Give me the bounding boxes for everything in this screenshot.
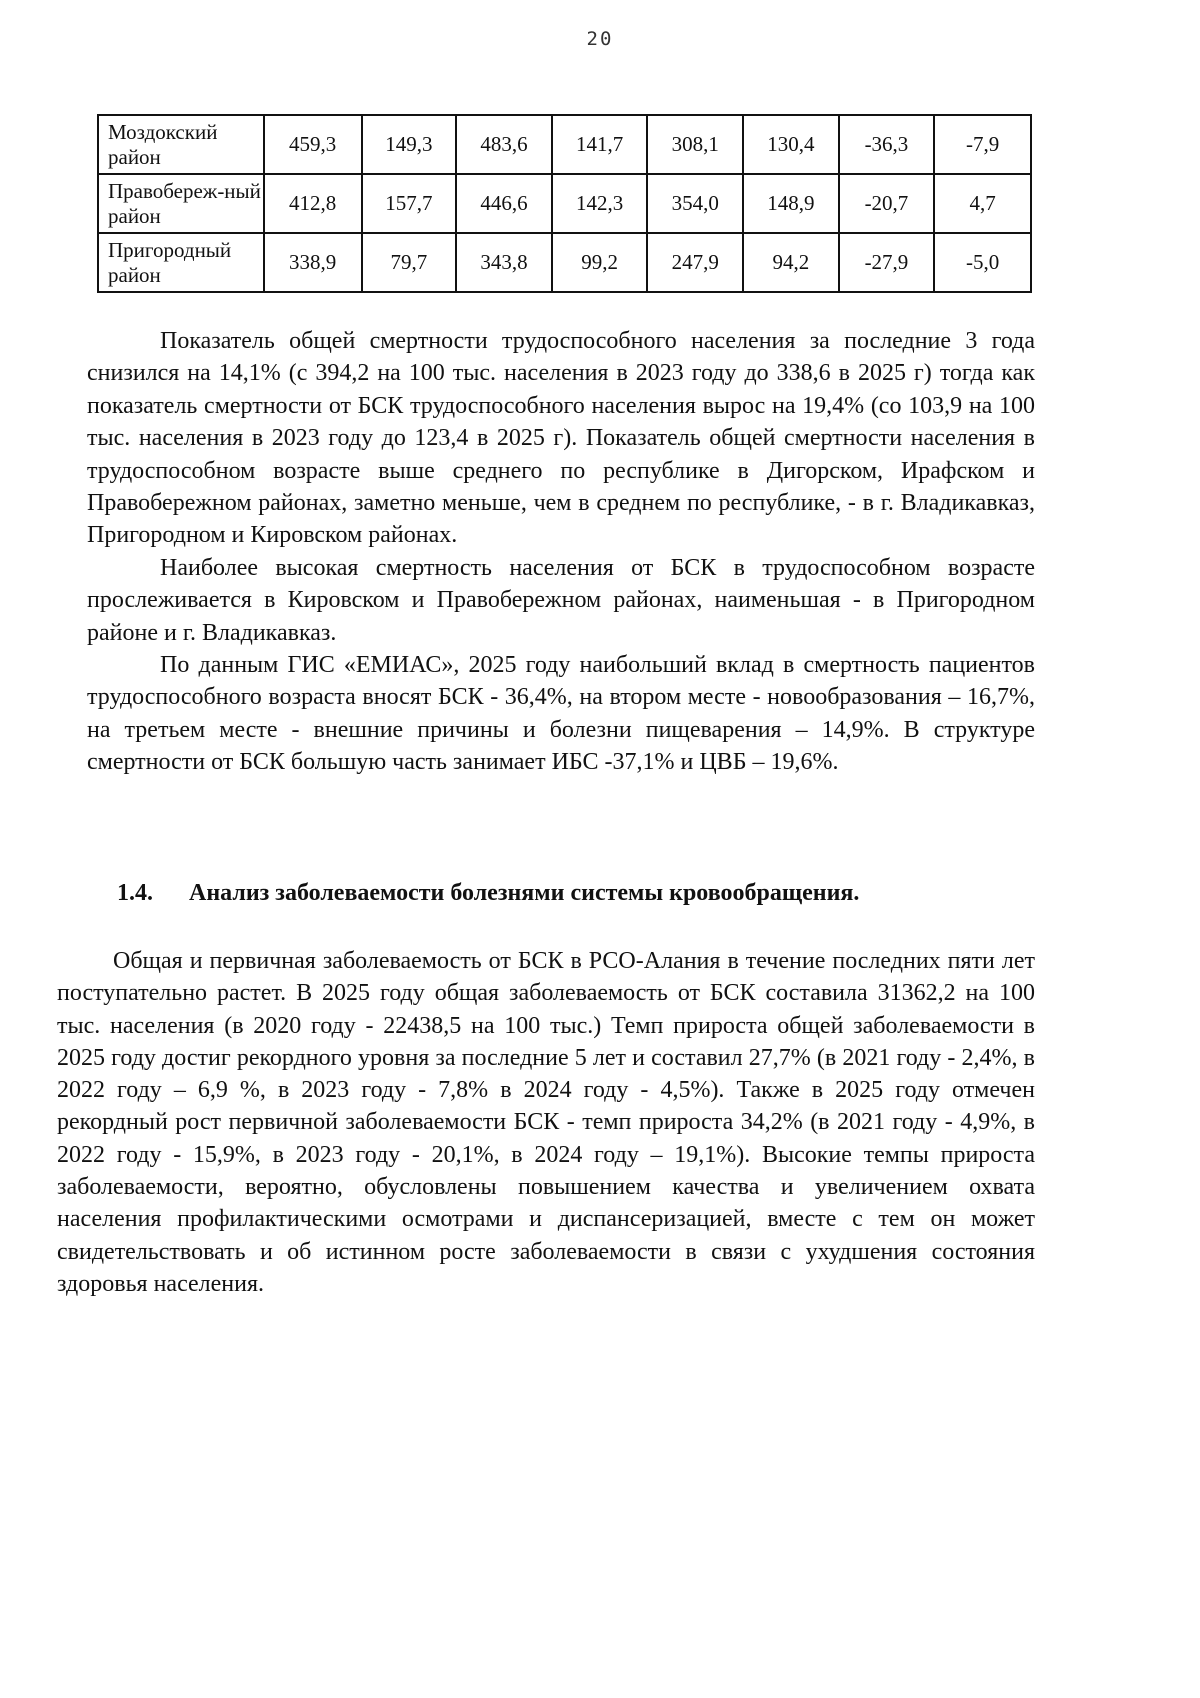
value-cell: 343,8 bbox=[456, 233, 552, 292]
paragraph: Общая и первичная заболеваемость от БСК в РСО-Алания в течение последних пяти лет поступательно растет. В 2025 году общая заболеваемость от БСК составила 31362,2 на 100 тыс. населения (в 2020 году - 22438,5 на 100 тыс.) Темп прироста общей заболеваемости в 2025 году достиг рекордного уровня за последние 5 лет и составил 27,7% (в 2021 году - 2,4%, в 2022 году – 6,9 %, в 2023 году - 7,8% в 2024 году - 4,5%). Также в 2025 году отмечен рекордный рост первичной заболеваемости БСК - темп прироста 34,2% (в 2021 году - 4,9%, в 2022 году - 15,9%, в 2023 году - 20,1%, в 2024 году – 19,1%). Высокие темпы прироста заболеваемости, вероятно, обусловлены повышением качества и увеличением охвата населения профилактическими осмотрами и диспансеризацией, вместе с тем он может свидетельствовать и об истинном росте заболеваемости в связи с ухудшения состояния здоровья населения. bbox=[57, 948, 1035, 1297]
value-cell: 4,7 bbox=[934, 174, 1031, 233]
page-number: 20 bbox=[586, 28, 614, 50]
value-cell: 79,7 bbox=[362, 233, 457, 292]
value-cell: -7,9 bbox=[934, 115, 1031, 174]
value-cell: 94,2 bbox=[743, 233, 839, 292]
value-cell: 149,3 bbox=[362, 115, 457, 174]
value-cell: 338,9 bbox=[264, 233, 362, 292]
mortality-table bbox=[97, 114, 1032, 293]
district-name-cell: Правобереж-ный район bbox=[98, 174, 264, 233]
value-cell: -27,9 bbox=[839, 233, 935, 292]
value-cell: 483,6 bbox=[456, 115, 552, 174]
district-name-cell: Пригородный район bbox=[98, 233, 264, 292]
value-cell: 130,4 bbox=[743, 115, 839, 174]
value-cell: 247,9 bbox=[647, 233, 743, 292]
value-cell: -36,3 bbox=[839, 115, 935, 174]
value-cell: 99,2 bbox=[552, 233, 648, 292]
value-cell: 148,9 bbox=[743, 174, 839, 233]
table-row bbox=[98, 115, 1031, 174]
section-number: 1.4. bbox=[117, 880, 153, 906]
value-cell: 308,1 bbox=[647, 115, 743, 174]
paragraph: По данным ГИС «ЕМИАС», 2025 году наибольший вклад в смертность пациентов трудоспособного возраста вносят БСК - 36,4%, на втором месте - новообразования – 16,7%, на третьем месте - внешние причины и болезни пищеварения – 14,9%. В структуре смертности от БСК большую часть занимает ИБС -37,1% и ЦВБ – 19,6%. bbox=[87, 652, 1035, 776]
table-row bbox=[98, 174, 1031, 233]
morbidity-text bbox=[57, 945, 1035, 1300]
paragraph: Показатель общей смертности трудоспособного населения за последние 3 года снизился на 14,1% (с 394,2 на 100 тыс. населения в 2023 году до 338,6 в 2025 г) тогда как показатель смертности от БСК трудоспособного населения вырос на 19,4% (со 103,9 на 100 тыс. населения в 2023 году до 123,4 в 2025 г). Показатель общей смертности населения в трудоспособном возрасте выше среднего по республике в Дигорском, Ирафском и Правобережном районах, заметно меньше, чем в среднем по республике, - в г. Владикавказ, Пригородном и Кировском районах. bbox=[87, 328, 1035, 549]
paragraph: Наиболее высокая смертность населения от БСК в трудоспособном возрасте прослеживается в Кировском и Правобережном районах, наименьшая - в Пригородном районе и г. Владикавказ. bbox=[87, 554, 1035, 646]
value-cell: 446,6 bbox=[456, 174, 552, 233]
table-row bbox=[98, 233, 1031, 292]
value-cell: 412,8 bbox=[264, 174, 362, 233]
value-cell: 354,0 bbox=[647, 174, 743, 233]
mortality-text bbox=[87, 325, 1035, 779]
value-cell: 157,7 bbox=[362, 174, 457, 233]
section-title: Анализ заболеваемости болезнями системы кровообращения. bbox=[189, 880, 860, 906]
value-cell: -5,0 bbox=[934, 233, 1031, 292]
value-cell: -20,7 bbox=[839, 174, 935, 233]
section-heading bbox=[117, 880, 1017, 907]
district-name-cell: Моздокский район bbox=[98, 115, 264, 174]
value-cell: 459,3 bbox=[264, 115, 362, 174]
value-cell: 141,7 bbox=[552, 115, 648, 174]
value-cell: 142,3 bbox=[552, 174, 648, 233]
